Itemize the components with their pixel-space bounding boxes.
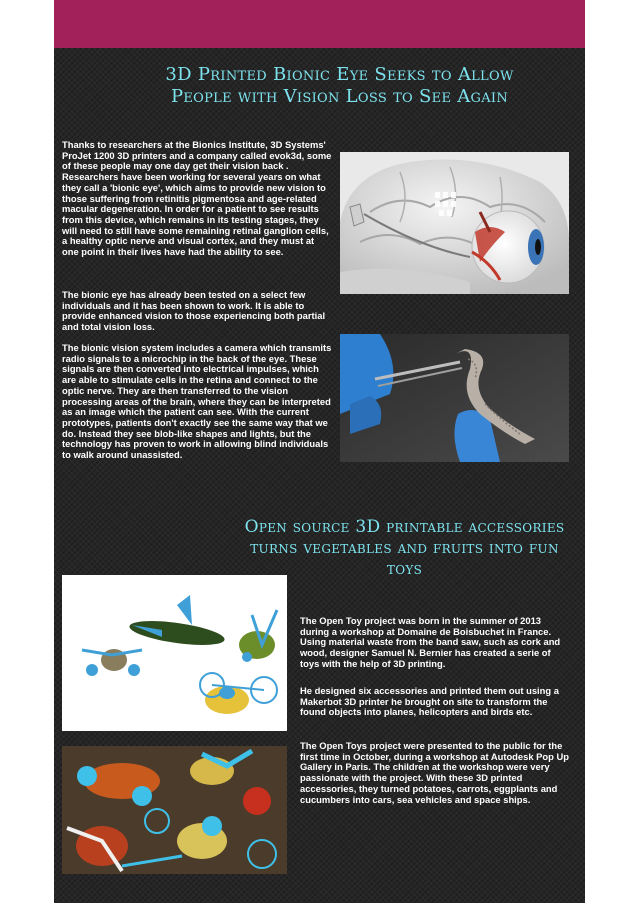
retinal-implant-photo — [340, 334, 569, 462]
open-toys-title-line2: turns vegetables and fruits into fun — [250, 538, 559, 558]
open-toys-title-line3: toys — [386, 559, 423, 579]
open-toys-paragraph-2: He designed six accessories and printed them out using a Makerbot 3D printer he brought on site to transform the found objects into planes, helicopters and birds etc. — [300, 685, 559, 718]
bionic-eye-paragraph-2: The bionic eye has already been tested on a select few individuals and it has been shown to work. It is able to provide enhanced vision to those experiencing both partial and total vision loss. — [62, 289, 326, 333]
bionic-eye-title-line1: 3D Printed Bionic Eye Seeks to Allow — [165, 64, 514, 85]
vegetable-toys-photo — [62, 575, 287, 731]
document-page — [54, 0, 585, 903]
bionic-eye-paragraph-3: The bionic vision system includes a camera which transmits radio signals to a microchip in the back of the eye. These signals are then converted into electrical impulses, which are able to stimulate cells in the retina and connect to the optic nerve. They are then transferred to the vision processing areas of the brain, where they can be interpreted as an image which the patient can see. With the current prototypes, patients don't exactly see the same way that we do. Instead they see blob-like shapes and lights, but the technology has proven to work in allowing blind individuals to walk around unassisted. — [62, 342, 332, 461]
bionic-eye-title — [74, 64, 585, 108]
bionic-eye-title-line2: People with Vision Loss to See Again — [170, 86, 509, 107]
header-bar — [54, 0, 585, 48]
open-toys-title — [232, 517, 577, 580]
brain-eye-illustration — [340, 152, 569, 294]
open-toys-title-line1: Open source 3D printable accessories — [244, 517, 565, 537]
open-toys-paragraph-1: The Open Toy project was born in the summer of 2013 during a workshop at Domaine de Boisbuchet in France. Using material waste from the band saw, such as cork and wood, designer Samuel N. Bernier has created a serie of toys with the help of 3D printing. — [300, 615, 561, 669]
fruit-vehicle-toys-photo — [62, 746, 287, 874]
open-toys-paragraph-3: The Open Toys project were presented to the public for the first time in October, during a workshop at Autodesk Pop Up Gallery in Paris. The children at the workshop were very passionate with the project. With these 3D printed accessories, they turned potatoes, carrots, eggplants and cucumbers into cars, sea vehicles and space ships. — [300, 740, 569, 805]
bionic-eye-paragraph-1: Thanks to researchers at the Bionics Institute, 3D Systems' ProJet 1200 3D printers and a company called evok3d, some of these people may one day get their vision back . Researchers have been working for several years on what they call a 'bionic eye', which aims to provide new vision to those suffering from retinitis pigmentosa and age-related macular degeneration. In order for a patient to see results from this device, which remains in its testing stages, they will need to still have some remaining retinal ganglion cells, a healthy optic nerve and visual cortex, and they must at one point in their lives have had the ability to see. — [62, 139, 332, 258]
